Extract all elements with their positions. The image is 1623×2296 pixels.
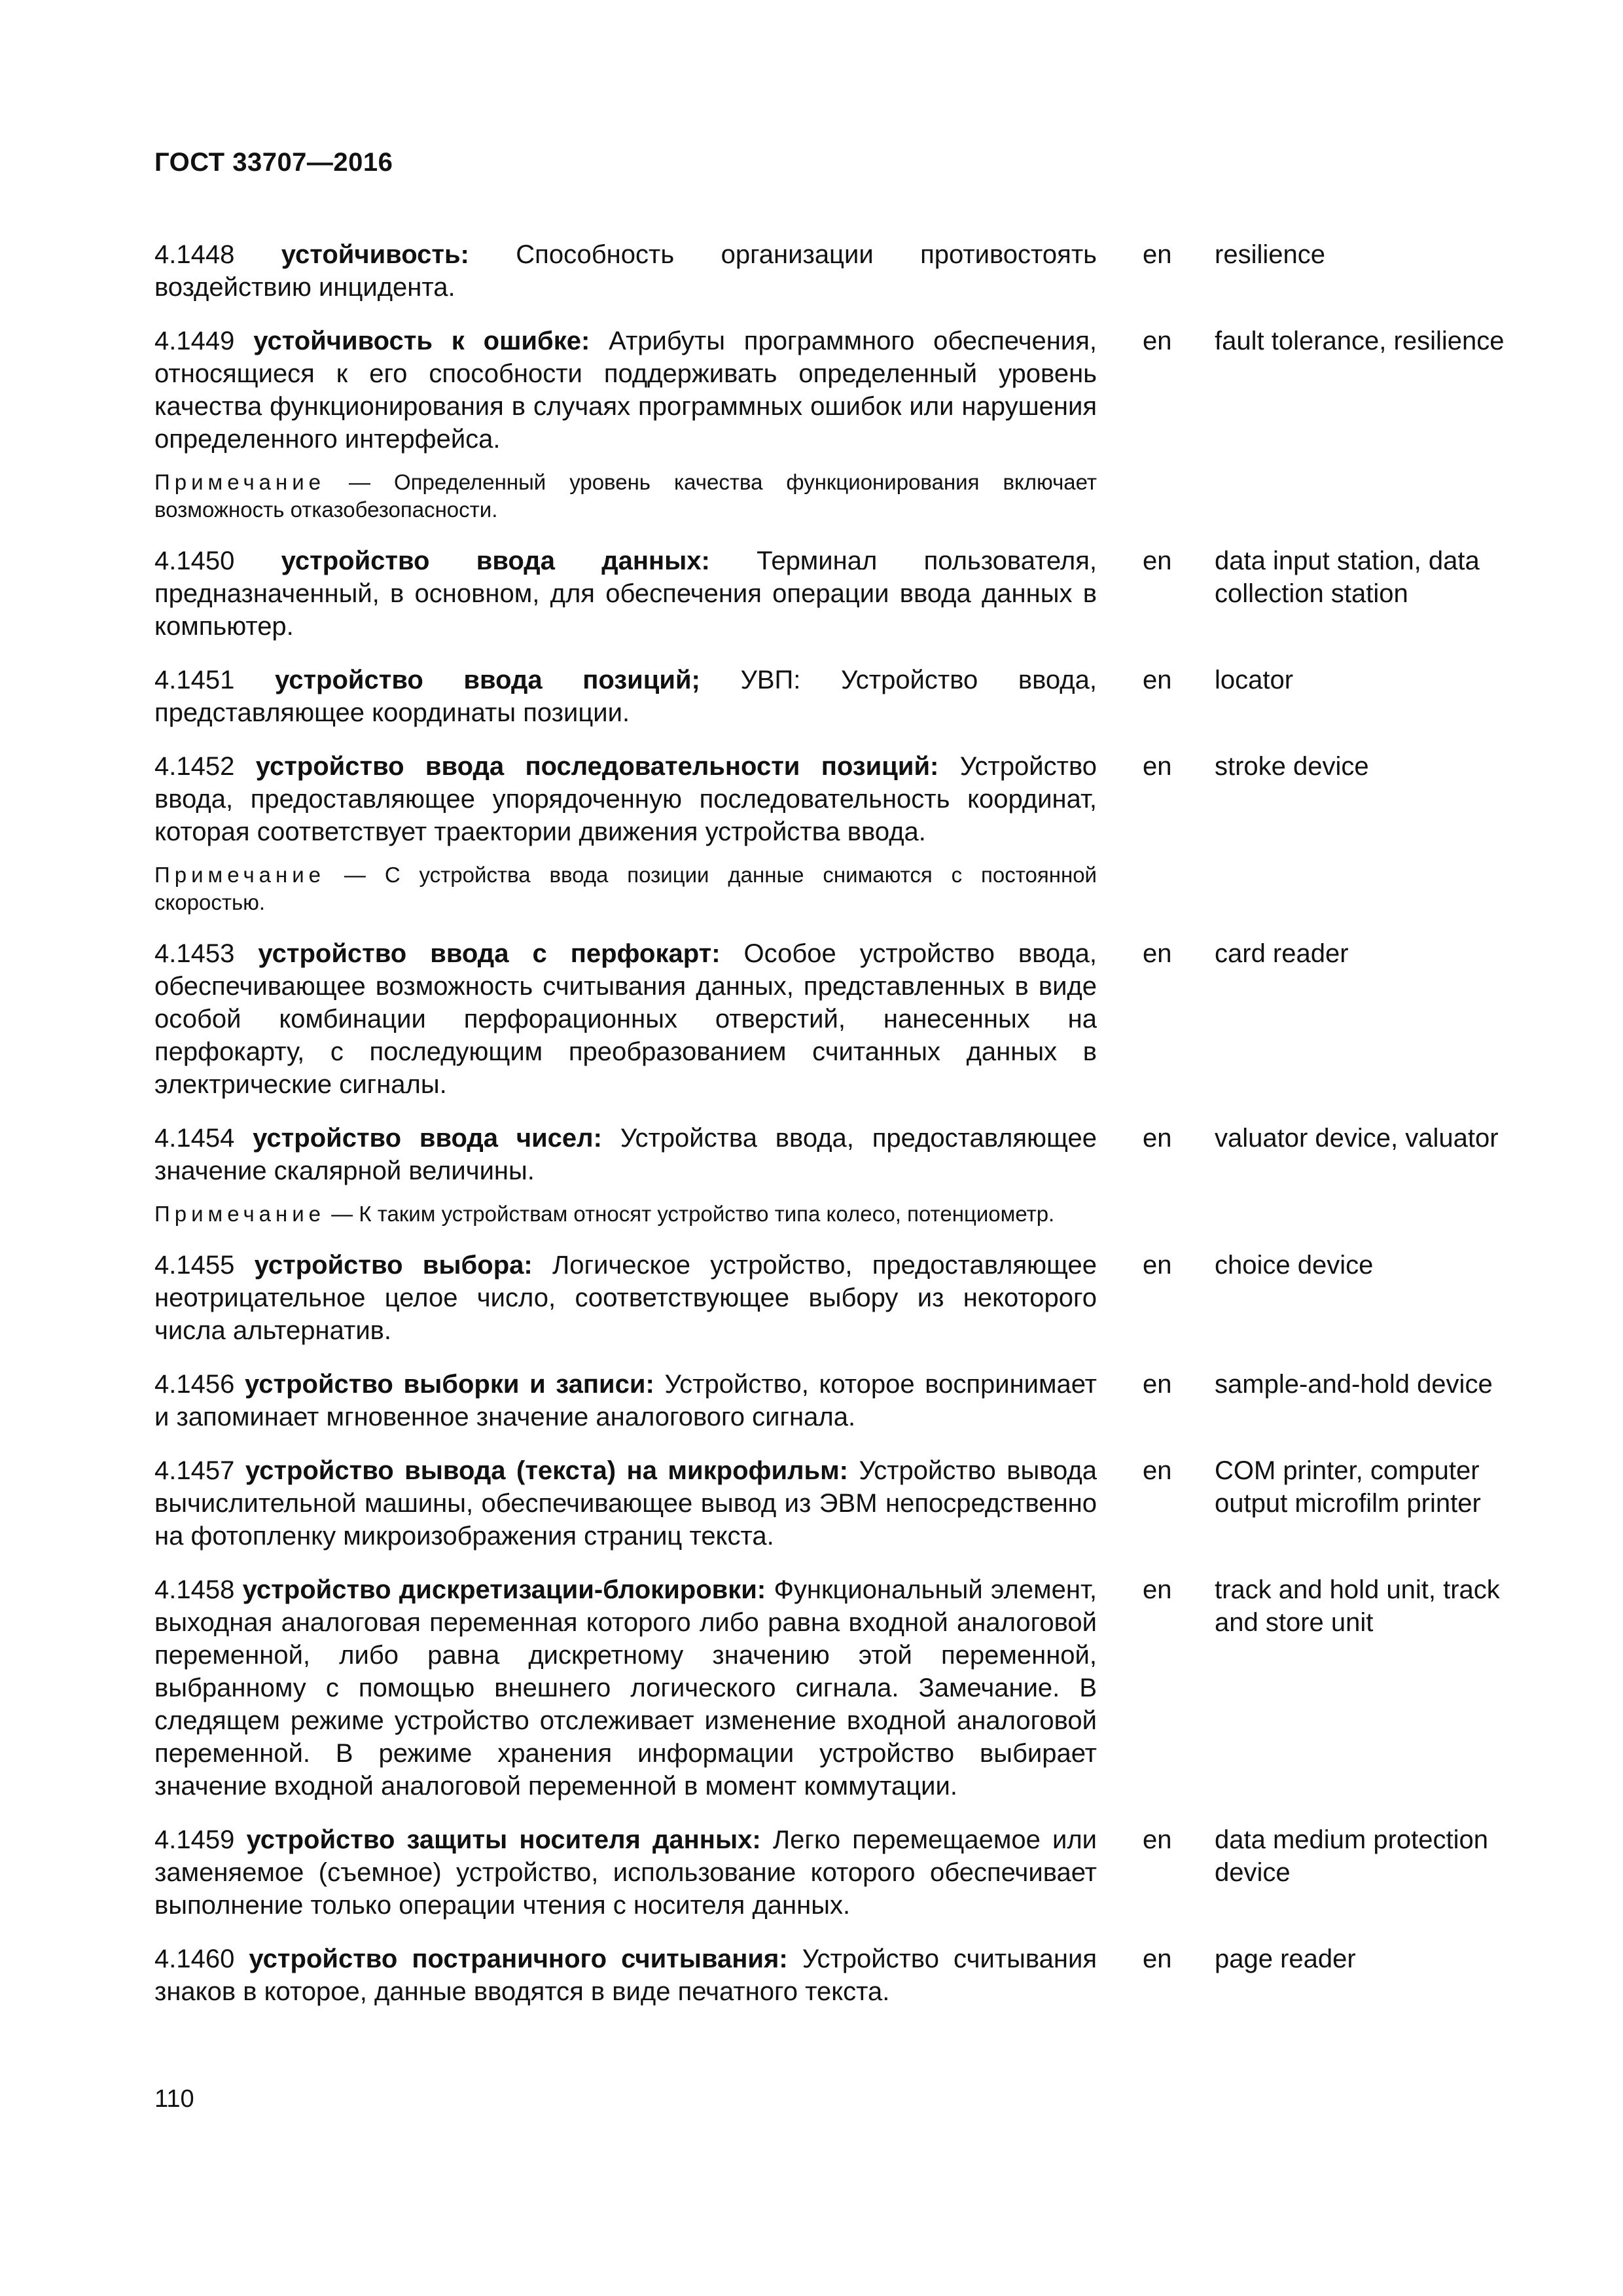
entry-equivalent: card reader [1215,939,1349,968]
term-entry [154,1573,1500,1803]
term-entry [154,1122,1499,1228]
entry-number: 4.1457 [154,1456,235,1485]
entry-note [154,861,1097,916]
entry-definition-text: Функциональный элемент, выходная аналоговая переменная которого либо равна входной аналоговой переменной, либо равна дискретному значению этой переменной, выбранному с помощью внешнего логического сигнала. Замечание. В следящем режиме устройство отслеживает изменение входной аналоговой переменной. В режиме хранения информации устройство выбирает значение входной аналоговой переменной в момент коммутации. [154,1575,1097,1801]
entry-definition-text: Логическое устройство, предоставляющее неотрицательное целое число, соответствующее выбору из некоторого числа альтернатив. [154,1251,1097,1345]
entry-number: 4.1459 [154,1825,235,1854]
entry-number: 4.1453 [154,939,235,968]
entry-definition [154,238,1097,304]
entry-term: устройство дискретизации-блокировки: [242,1575,766,1604]
entry-body [154,1823,1097,1922]
entry-equivalent: resilience [1215,240,1325,269]
entry-definition-text: Устройство считывания знаков в которое, данные вводятся в виде печатного текста. [154,1945,1097,2006]
note-label: Примечание [154,863,326,887]
entry-definition [154,1943,1097,2008]
entry-term: устройство вывода (текста) на микрофильм: [245,1456,848,1485]
entry-term: устройство ввода позиций; [274,666,700,694]
term-entry [154,238,1496,304]
note-label: Примечание [154,470,326,494]
entry-term: устройство ввода с перфокарт: [258,939,721,968]
entry-equivalent: choice device [1215,1251,1374,1280]
entry-body [154,750,1097,916]
entry-language: en [1143,1575,1172,1604]
entry-term: устройство ввода последовательности позиций: [255,752,939,781]
entry-number: 4.1455 [154,1251,235,1280]
entry-language: en [1143,1251,1172,1280]
entry-term: устойчивость к ошибке: [253,327,590,355]
page-number: 110 [154,2085,194,2113]
entry-body [154,1368,1097,1433]
note-label: Примечание [154,1202,326,1226]
entry-definition [154,1368,1097,1433]
entry-definition [154,1249,1097,1347]
entry-note [154,469,1097,524]
entry-body [154,325,1097,524]
term-entry [154,1454,1496,1552]
entry-term: устройство защиты носителя данных: [246,1825,761,1854]
entry-equivalent: data medium protection device [1215,1825,1489,1887]
entry-body [154,1454,1097,1552]
entry-body [154,1573,1097,1803]
entry-number: 4.1454 [154,1124,235,1153]
entry-term: устройство ввода чисел: [253,1124,602,1153]
entry-equivalent: page reader [1215,1945,1356,1973]
note-text: — С устройства ввода позиции данные снимаются с постоянной скоростью. [154,863,1097,914]
entry-definition [154,1823,1097,1922]
entry-number: 4.1448 [154,240,235,269]
entry-definition-text: Устройство ввода, предоставляющее упорядоченную последовательность координат, которая соответствует траектории движения устройства ввода. [154,752,1097,846]
entry-number: 4.1449 [154,327,235,355]
entry-language: en [1143,1825,1172,1854]
entry-definition [154,750,1097,848]
term-entry [154,1368,1496,1433]
entry-body [154,1943,1097,2008]
entry-equivalent: locator [1215,666,1294,694]
entry-definition-text: Устройство вывода вычислительной машины, обеспечивающее вывод из ЭВМ непосредственно на фотопленку микроизображения страниц текста. [154,1456,1097,1551]
term-entry [154,750,1496,916]
entry-number: 4.1450 [154,547,235,575]
entry-language: en [1143,240,1172,269]
entry-definition [154,545,1097,643]
entry-number: 4.1451 [154,666,235,694]
entry-equivalent: stroke device [1215,752,1369,781]
term-entry [154,325,1505,524]
entry-equivalent: data input station, data collection station [1215,547,1480,608]
entry-body [154,937,1097,1101]
entry-number: 4.1460 [154,1945,235,1973]
term-entries [154,238,1505,2029]
document-header: ГОСТ 33707—2016 [154,148,393,177]
entry-definition [154,1573,1097,1803]
entry-number: 4.1456 [154,1370,235,1399]
entry-definition [154,937,1097,1101]
entry-equivalent: valuator device, valuator [1215,1124,1499,1153]
entry-definition [154,325,1097,456]
entry-language: en [1143,1456,1172,1485]
entry-body [154,664,1097,729]
term-entry [154,1249,1496,1347]
note-text: — Определенный уровень качества функционирования включает возможность отказобезопасности. [154,470,1097,522]
entry-term: устройство постраничного считывания: [249,1945,788,1973]
entry-language: en [1143,666,1172,694]
entry-body [154,1122,1097,1228]
entry-definition-text: Терминал пользователя, предназначенный, в основном, для обеспечения операции ввода данных в компьютер. [154,547,1097,641]
entry-language: en [1143,1124,1172,1153]
entry-body [154,545,1097,643]
entry-definition-text: Атрибуты программного обеспечения, относящиеся к его способности поддерживать определенный уровень качества функционирования в случаях программных ошибок или нарушения определенного интерфейса. [154,327,1097,454]
entry-definition [154,664,1097,729]
entry-term: устройство выборки и записи: [244,1370,654,1399]
term-entry [154,545,1496,643]
term-entry [154,1943,1496,2008]
entry-body [154,238,1097,304]
entry-definition-text: Устройство, которое воспринимает и запоминает мгновенное значение аналогового сигнала. [154,1370,1097,1431]
entry-equivalent: fault tolerance, resilience [1215,327,1505,355]
entry-definition-text: Легко перемещаемое или заменяемое (съемное) устройство, использование которого обеспечивает выполнение только операции чтения с носителя данных. [154,1825,1097,1920]
entry-language: en [1143,327,1172,355]
entry-number: 4.1452 [154,752,235,781]
entry-term: устройство выбора: [254,1251,533,1280]
entry-language: en [1143,1945,1172,1973]
entry-note [154,1200,1097,1228]
entry-term: устойчивость: [281,240,469,269]
entry-equivalent: sample-and-hold device [1215,1370,1493,1399]
entry-definition-text: Особое устройство ввода, обеспечивающее возможность считывания данных, представленных в виде особой комбинации перфорационных отверстий, нанесенных на перфокарту, с последующим преобразованием считанных данных в электрические сигналы. [154,939,1097,1099]
entry-definition-text: Устройства ввода, предоставляющее значение скалярной величины. [154,1124,1097,1185]
entry-language: en [1143,939,1172,968]
term-entry [154,937,1496,1101]
term-entry [154,664,1496,729]
entry-definition-text: Способность организации противостоять воздействию инцидента. [154,240,1097,302]
entry-number: 4.1458 [154,1575,235,1604]
entry-equivalent: COM printer, computer output microfilm printer [1215,1456,1481,1518]
entry-language: en [1143,1370,1172,1399]
entry-definition [154,1454,1097,1552]
term-entry [154,1823,1496,1922]
entry-language: en [1143,752,1172,781]
entry-language: en [1143,547,1172,575]
entry-definition-text: УВП: Устройство ввода, представляющее координаты позиции. [154,666,1097,727]
entry-body [154,1249,1097,1347]
entry-equivalent: track and hold unit, track and store unit [1215,1575,1500,1637]
entry-term: устройство ввода данных: [281,547,710,575]
note-text: — К таким устройствам относят устройство типа колесо, потенциометр. [325,1202,1055,1226]
entry-definition [154,1122,1097,1187]
